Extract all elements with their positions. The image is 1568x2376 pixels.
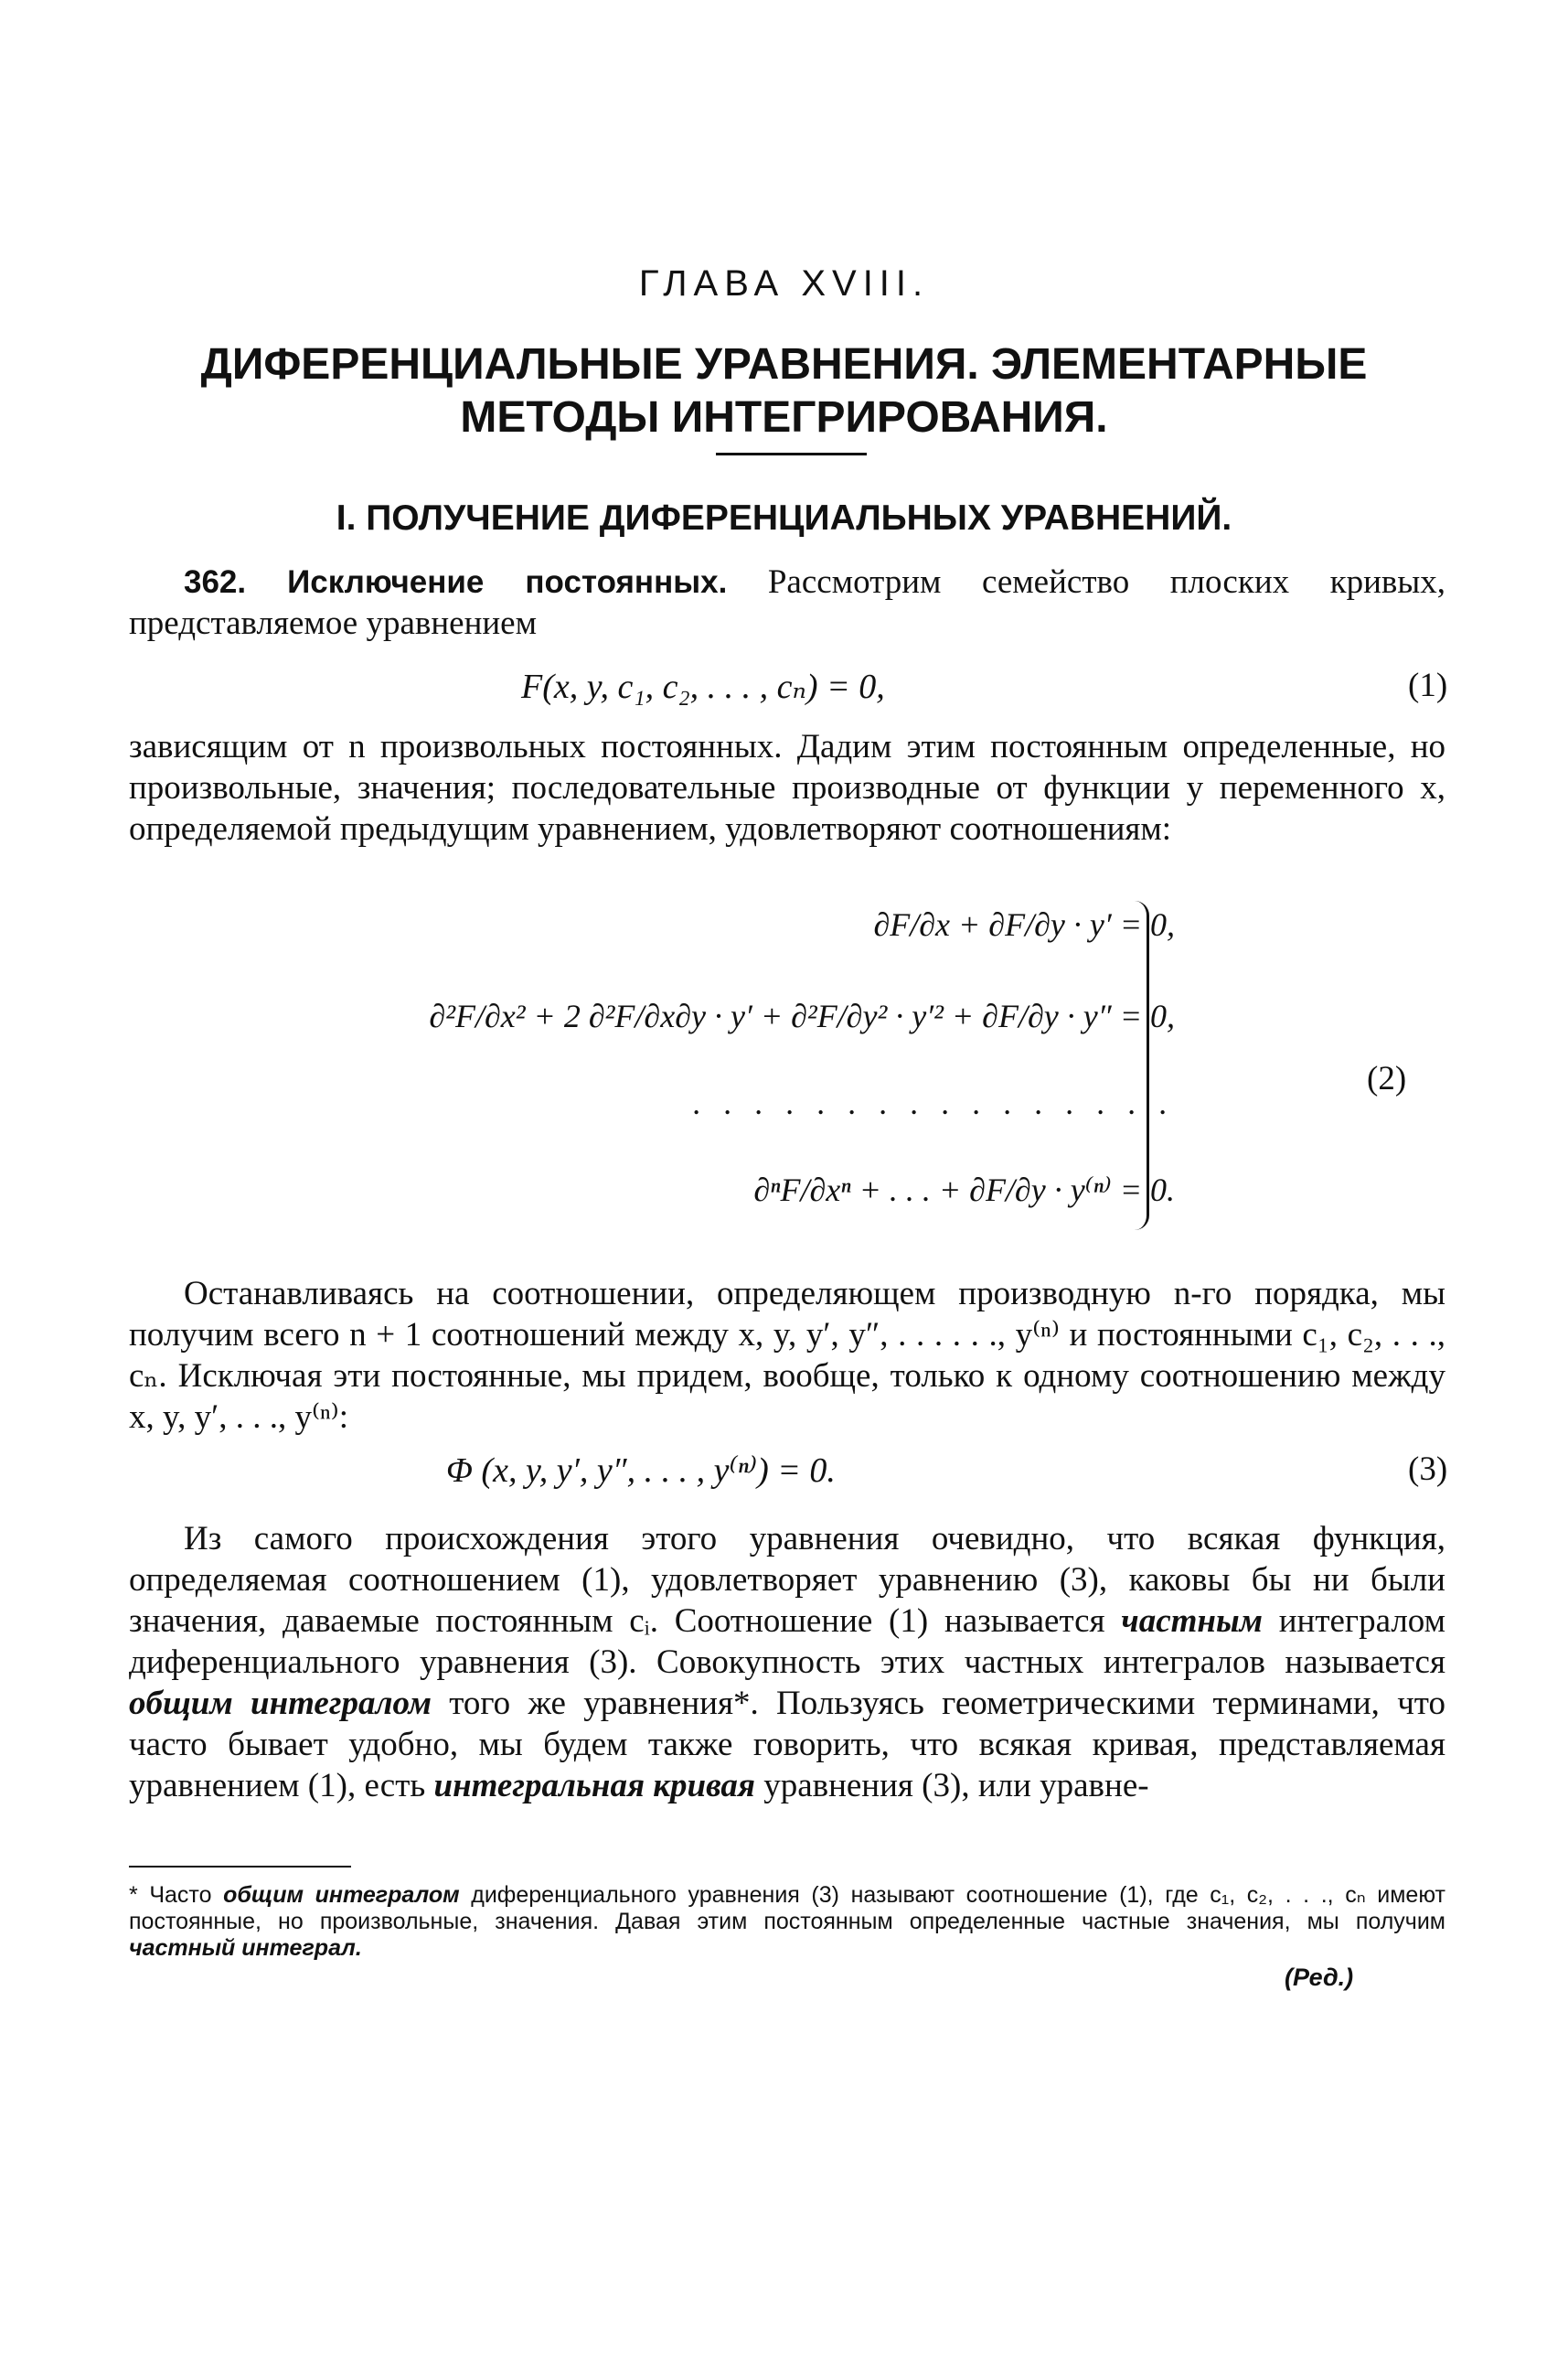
- paragraph-362: [129, 562, 1445, 644]
- paragraph-nth-derivative: Останавливаясь на соотношении, определяющем производную n-го порядка, мы получим всего n + 1 соотношений между x, y, y′, y″, . . . . . ., y⁽ⁿ⁾ и постоянными c₁, c₂, . . ., cₙ. Исключая эти постоянные, мы придем, вообще, только к одному соотношению между x, y, y′, . . ., y⁽ⁿ⁾:: [129, 1275, 1445, 1436]
- section-heading: I. ПОЛУЧЕНИЕ ДИФЕРЕНЦИАЛЬНЫХ УРАВНЕНИЙ.: [336, 498, 1232, 538]
- equation-3-number: (3): [1408, 1450, 1448, 1488]
- equation-2-line-n: ∂ⁿF/∂xⁿ + . . . + ∂F/∂y · y⁽ⁿ⁾ = 0.: [753, 1172, 1175, 1208]
- equation-2-line-2: ∂²F/∂x² + 2 ∂²F/∂x∂y · y′ + ∂²F/∂y² · y′² + ∂F/∂y · y″ = 0,: [429, 998, 1175, 1034]
- footnote: [129, 1882, 1445, 1962]
- chapter-title: ДИФЕРЕНЦИАЛЬНЫЕ УРАВНЕНИЯ. ЭЛЕМЕНТАРНЫЕ МЕТОДЫ ИНТЕГРИРОВАНИЯ.: [200, 340, 1368, 442]
- chapter-heading: ГЛАВА XVIII.: [638, 263, 930, 304]
- term-particular: частным: [1121, 1602, 1263, 1640]
- paragraph-text-part: уравнения (3), или уравне-: [763, 1767, 1149, 1804]
- equation-system-2: [389, 896, 1175, 1262]
- equation-1-number: (1): [1408, 667, 1448, 704]
- equation-2-ellipsis-row: . . . . . . . . . . . . . . . .: [693, 1085, 1175, 1121]
- footnote-term-particular: частный интеграл.: [129, 1935, 362, 1961]
- footnote-text-part: диференциального уравнения (3) называют соотношение (1), где c₁, c₂, . . ., cₙ имеют постоянные, но произвольные, значения. Давая этим постоянным определенные частные значения, мы получим: [129, 1882, 1445, 1934]
- paragraph-text-part: Из самого происхождения этого уравнения очевидно, что всякая функция, определяемая соотношением (1), удовлетворяет уравнению (3), каковы бы ни были значения, даваемые постоянным cᵢ. Соотношение (1) называется: [129, 1520, 1445, 1640]
- paragraph-text-part: того же уравнения*. Пользуясь геометрическими терминами, что часто бывает удобно, мы будем также говорить, что всякая кривая, представляемая уравнением (1), есть: [129, 1685, 1445, 1804]
- paragraph-after-equation-1: зависящим от n произвольных постоянных. Дадим этим постоянным определенные, но произвольные, значения; последовательные производные от функции y переменного x, определяемой предыдущим уравнением, удовлетворяют соотношениям:: [129, 728, 1445, 848]
- term-general-integral: общим интегралом: [129, 1685, 432, 1722]
- footnote-text-part: * Часто: [129, 1882, 212, 1908]
- equation-3: Φ (x, y, y′, y″, . . . , y⁽ⁿ⁾) = 0.: [446, 1451, 836, 1490]
- paragraph-362-title: 362. Исключение постоянных.: [184, 564, 728, 600]
- equation-2-line-1: ∂F/∂x + ∂F/∂y · y′ = 0,: [873, 906, 1175, 943]
- equation-2-number: (2): [1367, 1060, 1407, 1097]
- equation-1: F(x, y, c₁, c₂, . . . , cₙ) = 0,: [521, 668, 885, 706]
- term-integral-curve: интегральная кривая: [433, 1767, 755, 1804]
- footnote-divider: [129, 1866, 351, 1868]
- title-divider: [716, 453, 867, 455]
- paragraph-general-integral: [129, 1518, 1445, 1806]
- right-brace: [1126, 901, 1149, 1230]
- footnote-term-general: общим интегралом: [223, 1882, 460, 1908]
- paragraph-362-text: Рассмотрим семейство плоских кривых, представляемое уравнением: [129, 563, 1445, 642]
- paragraph-text-part: интегралом диференциального уравнения (3). Совокупность этих частных интегралов называется: [129, 1602, 1446, 1681]
- editor-signature: (Ред.): [1285, 1964, 1354, 1991]
